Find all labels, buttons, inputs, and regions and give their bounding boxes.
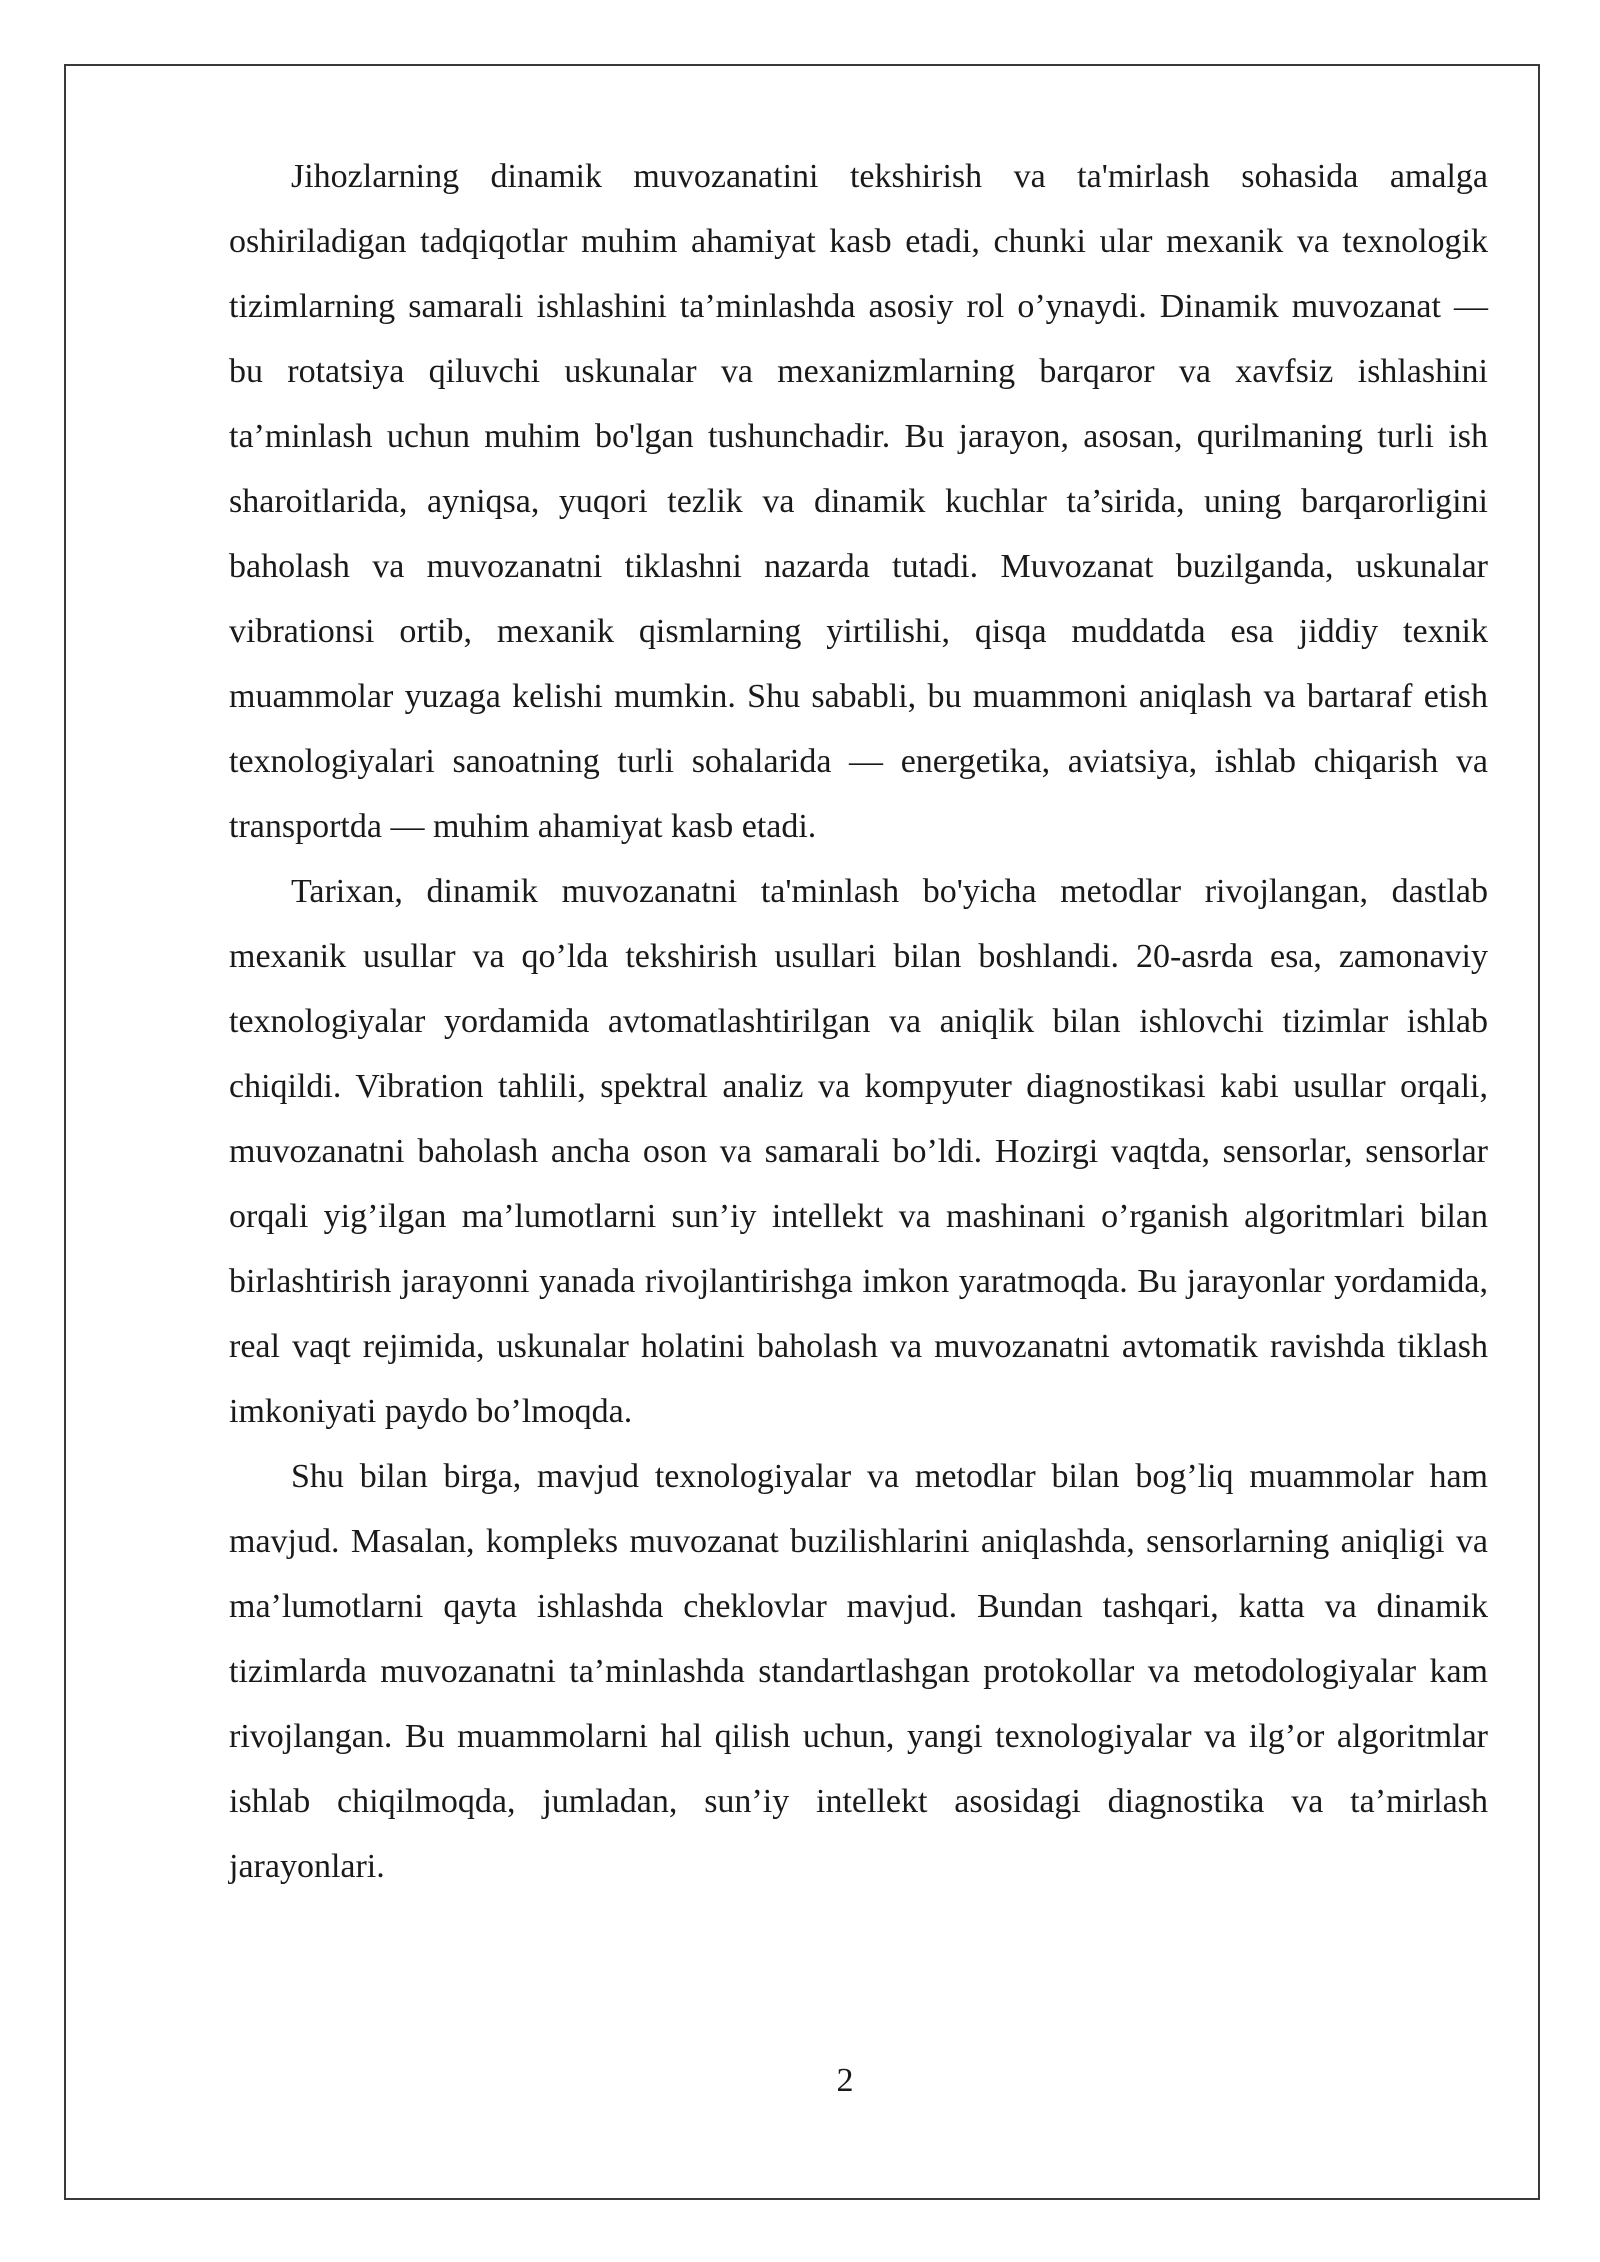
page-number: 2 <box>836 2062 854 2099</box>
paragraph: Jihozlarning dinamik muvozanatini tekshirish va ta'mirlash sohasida amalga oshiriladigan tadqiqotlar muhim ahamiyat kasb etadi, chunki ular mexanik va texnologik tizimlarning samarali ishlashini ta’minlashda asosiy rol o’ynaydi. Dinamik muvozanat — bu rotatsiya qiluvchi uskunalar va mexanizmlarning barqaror va xavfsiz ishlashini ta’minlash uchun muhim bo'lgan tushunchadir. Bu jarayon, asosan, qurilmaning turli ish sharoitlarida, ayniqsa, yuqori tezlik va dinamik kuchlar ta’sirida, uning barqarorligini baholash va muvozanatni tiklashni nazarda tutadi. Muvozanat buzilganda, uskunalar vibrationsi ortib, mexanik qismlarning yirtilishi, qisqa muddatda esa jiddiy texnik muammolar yuzaga kelishi mumkin. Shu sababli, bu muammoni aniqlash va bartaraf etish texnologiyalari sanoatning turli sohalarida — energetika, aviatsiya, ishlab chiqarish va transportda — muhim ahamiyat kasb etadi. <box>229 158 1488 845</box>
paragraph: Tarixan, dinamik muvozanatni ta'minlash bo'yicha metodlar rivojlangan, dastlab mexanik usullar va qo’lda tekshirish usullari bilan boshlandi. 20-asrda esa, zamonaviy texnologiyalar yordamida avtomatlashtirilgan va aniqlik bilan ishlovchi tizimlar ishlab chiqildi. Vibration tahlili, spektral analiz va kompyuter diagnostikasi kabi usullar orqali, muvozanatni baholash ancha oson va samarali bo’ldi. Hozirgi vaqtda, sensorlar, sensorlar orqali yig’ilgan ma’lumotlarni sun’iy intellekt va mashinani o’rganish algoritmlari bilan birlashtirish jarayonni yanada rivojlantirishga imkon yaratmoqda. Bu jarayonlar yordamida, real vaqt rejimida, uskunalar holatini baholash va muvozanatni avtomatik ravishda tiklash imkoniyati paydo bo’lmoqda. <box>229 873 1488 1430</box>
paragraph: Shu bilan birga, mavjud texnologiyalar va metodlar bilan bog’liq muammolar ham mavjud. Masalan, kompleks muvozanat buzilishlarini aniqlashda, sensorlarning aniqligi va ma’lumotlarni qayta ishlashda cheklovlar mavjud. Bundan tashqari, katta va dinamik tizimlarda muvozanatni ta’minlashda standartlashgan protokollar va metodologiyalar kam rivojlangan. Bu muammolarni hal qilish uchun, yangi texnologiyalar va ilg’or algoritmlar ishlab chiqilmoqda, jumladan, sun’iy intellekt asosidagi diagnostika va ta’mirlash jarayonlari. <box>229 1458 1488 1885</box>
document-body <box>229 144 1488 1899</box>
